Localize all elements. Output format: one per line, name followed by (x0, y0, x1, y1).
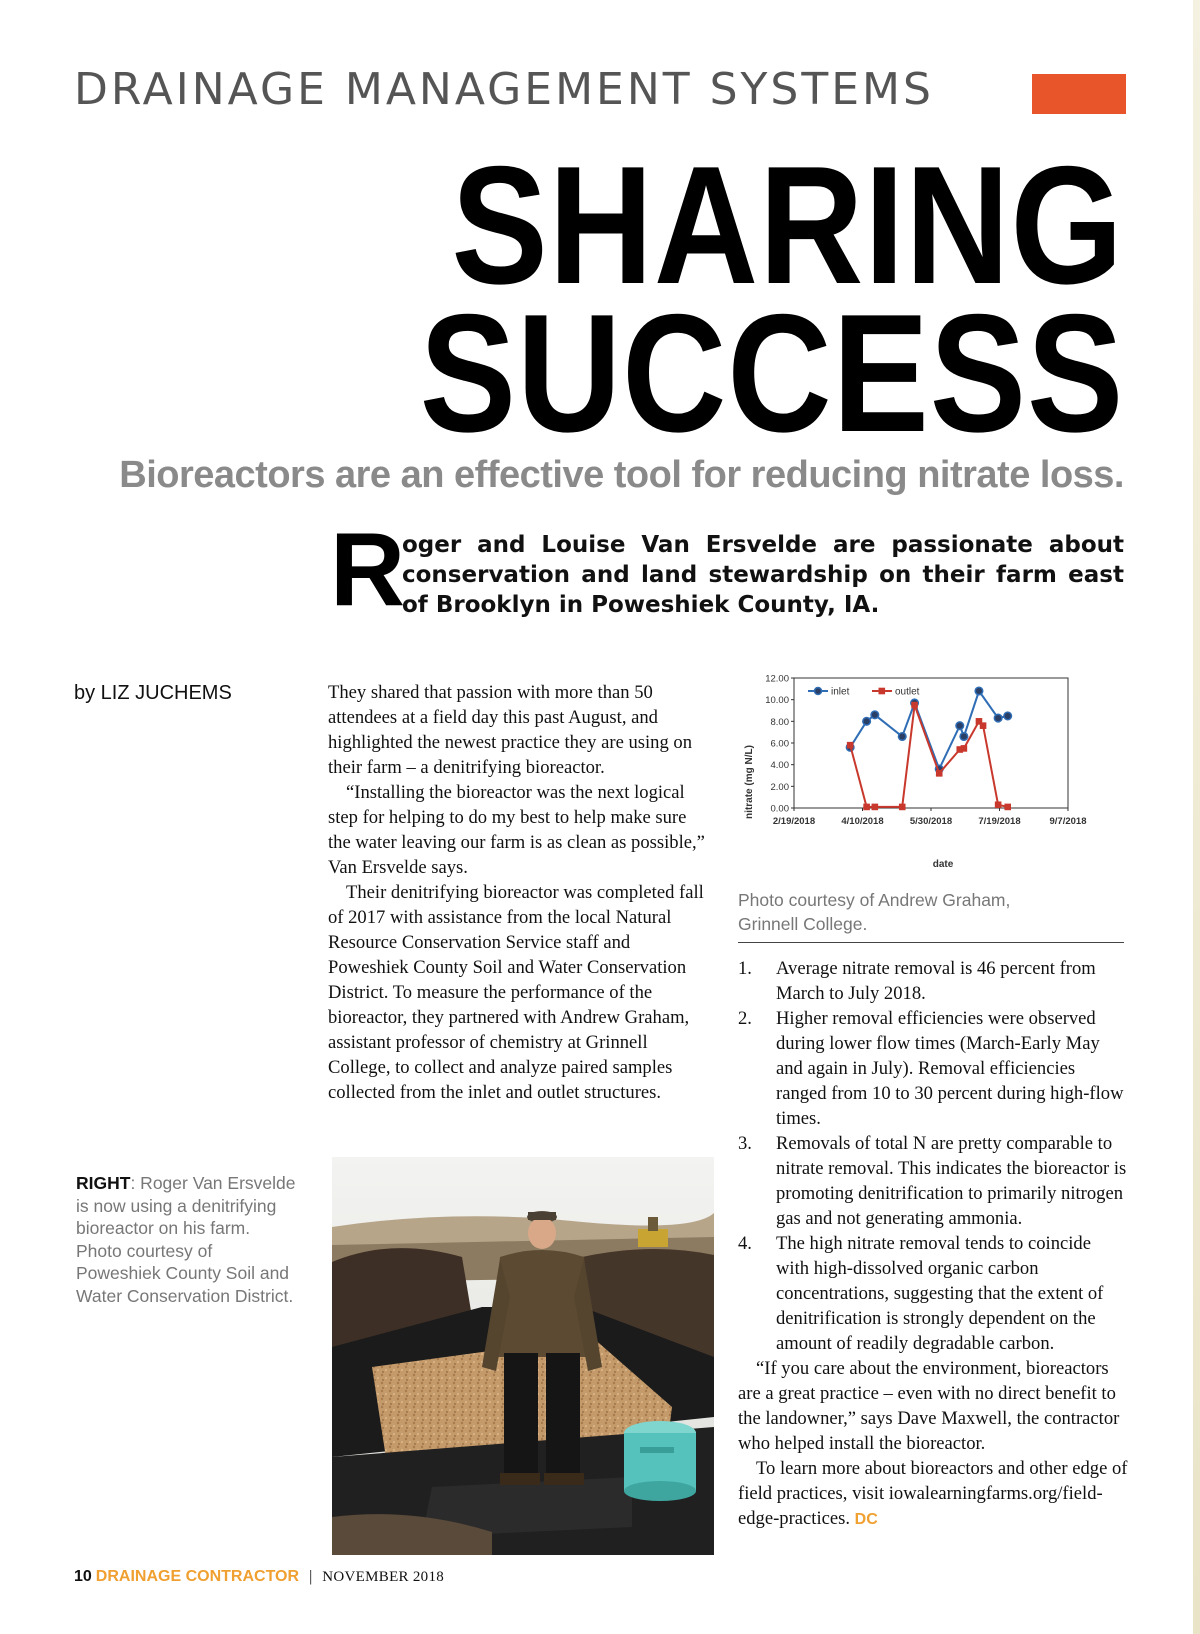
closing-text: To learn more about bioreactors and other edge of field practices, visit iowalearningfarms.org/field-edge-practices. (738, 1458, 1128, 1529)
farmer-photo (332, 1157, 714, 1555)
outlet-point (899, 804, 906, 811)
inlet-point (1004, 712, 1012, 720)
subhead: Bioreactors are an effective tool for reducing nitrate loss. (119, 454, 1124, 496)
chart-svg (738, 666, 1120, 884)
body-paragraph: Their denitrifying bioreactor was completed fall of 2017 with assistance from the local Natural Resource Conservation Service staff and Poweshiek County Soil and Water Conservation District. To measure the performance of the bioreactor, they partnered with Andrew Graham, assistant professor of chemistry at Grinnell College, to collect and analyze paired samples collected from the inlet and outlet structures. (328, 882, 704, 1103)
list-number: 3. (738, 1133, 752, 1154)
chart-frame (794, 678, 1068, 808)
headline-line-2: SUCCESS (419, 279, 1124, 467)
y-tick-label: 8.00 (770, 716, 789, 728)
page-footer (74, 1568, 444, 1586)
outlet-point (980, 722, 987, 729)
inlet-point (994, 714, 1002, 722)
legend-inlet-marker (815, 688, 822, 695)
inlet-point (960, 733, 968, 741)
list-text: Higher removal efficiencies were observed during lower flow times (March-Early May and again in July). Removal efficiencies ranged from 10 to 30 percent during high-flow times. (776, 1008, 1124, 1129)
list-item (738, 1006, 1128, 1131)
inlet-point (975, 687, 983, 695)
page-number: 10 (74, 1568, 92, 1585)
closing-paragraph (738, 1456, 1128, 1532)
body-paragraph: They shared that passion with more than 50 attendees at a field day this past August, and highlighted the newest practice they are using on their farm – a denitrifying bioreactor. (328, 682, 693, 778)
quote-paragraph: “If you care about the environment, bioreactors are a great practice – even with no direct benefit to the landowner,” says Dave Maxwell, the contractor who helped install the bioreactor. (738, 1358, 1120, 1454)
body-paragraph: “Installing the bioreactor was the next logical step for helping to do my best to help make sure the water leaving our farm is as clean as possible,” Van Ersvelde says. (328, 782, 705, 878)
section-accent-bar (1032, 74, 1126, 114)
plot-area (794, 678, 1068, 808)
outlet-point (847, 742, 854, 749)
magazine-name: DRAINAGE CONTRACTOR (95, 1568, 300, 1585)
footer-separator: | (309, 1568, 313, 1585)
photo-caption (76, 1172, 296, 1307)
list-number: 4. (738, 1233, 752, 1254)
x-tick-label: 9/7/2018 (1049, 816, 1087, 827)
issue-date: NOVEMBER 2018 (322, 1569, 445, 1585)
inlet-point (863, 718, 871, 726)
y-tick-label: 6.00 (770, 738, 789, 750)
y-tick-label: 12.00 (765, 673, 789, 685)
body-column-right (738, 1356, 1128, 1532)
x-tick-label: 2/19/2018 (772, 816, 816, 827)
outlet-point (936, 770, 943, 777)
byline: by LIZ JUCHEMS (74, 682, 232, 704)
caption-text: : Roger Van Ersvelde is now using a denitrifying bioreactor on his farm. Photo courtesy of Poweshiek County Soil and Water Conservation District. (76, 1173, 296, 1306)
x-tick-label: 5/30/2018 (909, 816, 953, 827)
photo-illustration (332, 1157, 714, 1555)
y-tick-label: 4.00 (770, 760, 789, 772)
x-tick-label: 4/10/2018 (841, 816, 884, 827)
end-mark: DC (854, 1511, 878, 1528)
divider (738, 942, 1124, 943)
drop-cap: R (330, 512, 406, 628)
y-tick-label: 10.00 (765, 695, 789, 707)
findings-list (738, 956, 1128, 1356)
list-item (738, 1231, 1128, 1356)
headline-line-1: SHARING (451, 131, 1124, 319)
x-tick-label: 7/19/2018 (978, 816, 1021, 827)
legend-outlet-label: outlet (895, 686, 920, 698)
list-text: Average nitrate removal is 46 percent from March to July 2018. (776, 958, 1096, 1004)
list-text: Removals of total N are pretty comparable to nitrate removal. This indicates the bioreactor is promoting denitrification to primarily nitrogen gas and not generating ammonia. (776, 1133, 1127, 1229)
outlet-point (995, 801, 1002, 808)
chart-x-axis (773, 808, 1087, 827)
list-number: 2. (738, 1008, 752, 1029)
outlet-point (863, 804, 870, 811)
chart-y-axis (765, 674, 794, 815)
outlet-point (911, 702, 918, 709)
y-tick-label: 2.00 (770, 781, 789, 793)
inlet-point (956, 722, 964, 730)
inlet-point (898, 733, 906, 741)
y-tick-label: 0.00 (770, 803, 789, 815)
list-item (738, 956, 1128, 1006)
outlet-point (872, 804, 879, 811)
intro-paragraph: oger and Louise Van Ersvelde are passionate about conservation and land stewardship on their farm east of Brooklyn in Poweshiek County, IA. (402, 532, 1124, 618)
section-header: DRAINAGE MANAGEMENT SYSTEMS (74, 64, 934, 115)
outlet-point (961, 745, 968, 752)
inlet-point (871, 711, 879, 719)
page-edge (1193, 0, 1200, 1634)
outlet-point (1004, 804, 1011, 811)
caption-label: RIGHT (76, 1173, 131, 1193)
legend-outlet-marker (879, 688, 886, 695)
chart-credit: Photo courtesy of Andrew Graham, Grinnell College. (738, 890, 1011, 934)
list-text: The high nitrate removal tends to coincide with high-dissolved organic carbon concentrations, suggesting that the extent of denitrification is strongly dependent on the amount of readily degradable carbon. (776, 1233, 1104, 1354)
body-column-left (328, 680, 712, 1105)
list-item (738, 1131, 1128, 1231)
legend-inlet-label: inlet (831, 686, 850, 698)
chart-y-label: nitrate (mg N/L) (744, 745, 755, 819)
list-number: 1. (738, 958, 752, 979)
chart-x-label: date (932, 859, 954, 870)
nitrate-chart (738, 666, 1120, 884)
